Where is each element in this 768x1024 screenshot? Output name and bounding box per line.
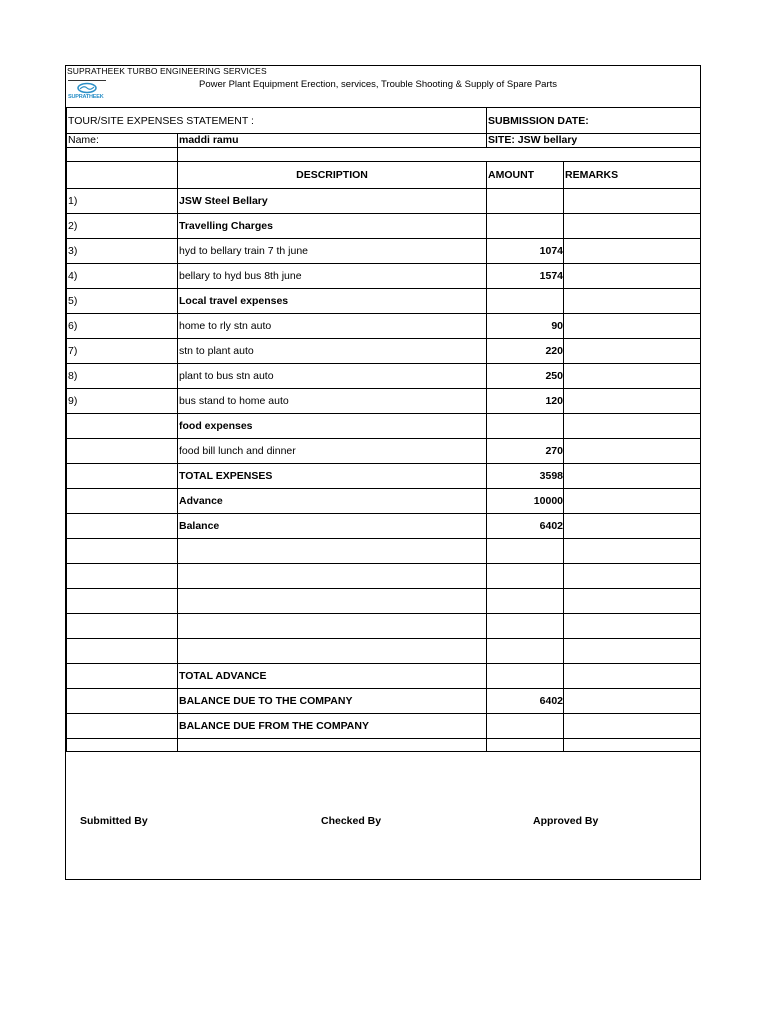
row-description xyxy=(178,539,487,564)
row-number xyxy=(67,589,178,614)
row-remarks xyxy=(564,689,701,714)
expense-statement-sheet xyxy=(65,65,701,880)
row-remarks xyxy=(564,514,701,539)
row-number xyxy=(67,489,178,514)
column-header-row xyxy=(67,162,701,189)
empty-cell xyxy=(67,739,178,752)
row-amount xyxy=(487,189,564,214)
row-number xyxy=(67,664,178,689)
row-amount: 1074 xyxy=(487,239,564,264)
row-amount xyxy=(487,614,564,639)
row-number xyxy=(67,539,178,564)
empty-cell xyxy=(178,148,701,162)
row-number: 6) xyxy=(67,314,178,339)
row-description: Balance xyxy=(178,514,487,539)
column-remarks: REMARKS xyxy=(564,162,701,189)
row-remarks xyxy=(564,639,701,664)
row-amount xyxy=(487,589,564,614)
row-number: 2) xyxy=(67,214,178,239)
row-remarks xyxy=(564,264,701,289)
row-remarks xyxy=(564,464,701,489)
table-row xyxy=(67,414,701,439)
table-row xyxy=(67,564,701,589)
table-row xyxy=(67,439,701,464)
empty-cell xyxy=(564,739,701,752)
row-remarks xyxy=(564,589,701,614)
row-description: Travelling Charges xyxy=(178,214,487,239)
row-amount: 270 xyxy=(487,439,564,464)
row-number: 7) xyxy=(67,339,178,364)
table-row xyxy=(67,714,701,739)
table-row xyxy=(67,614,701,639)
logo-text: SUPRATHEEK xyxy=(68,94,104,100)
table-row xyxy=(67,739,701,752)
checked-by-label: Checked By xyxy=(321,815,382,827)
company-tagline: Power Plant Equipment Erection, services, Trouble Shooting & Supply of Spare Parts xyxy=(199,79,558,90)
column-amount: AMOUNT xyxy=(487,162,564,189)
submitted-by-label: Submitted By xyxy=(80,815,148,827)
row-description: plant to bus stn auto xyxy=(178,364,487,389)
company-logo xyxy=(68,80,104,104)
name-value: maddi ramu xyxy=(178,134,487,148)
row-number xyxy=(67,714,178,739)
row-amount xyxy=(487,214,564,239)
site-label: SITE: JSW bellary xyxy=(487,134,701,148)
row-remarks xyxy=(564,314,701,339)
row-description: food bill lunch and dinner xyxy=(178,439,487,464)
table-row xyxy=(67,364,701,389)
row-remarks xyxy=(564,614,701,639)
name-row xyxy=(67,134,701,148)
row-remarks xyxy=(564,564,701,589)
row-remarks xyxy=(564,364,701,389)
row-amount: 6402 xyxy=(487,689,564,714)
table-row xyxy=(67,464,701,489)
row-description: home to rly stn auto xyxy=(178,314,487,339)
row-description xyxy=(178,589,487,614)
row-description: food expenses xyxy=(178,414,487,439)
row-number xyxy=(67,564,178,589)
spacer-row xyxy=(67,148,701,162)
row-amount: 90 xyxy=(487,314,564,339)
approved-by-label: Approved By xyxy=(533,815,599,827)
row-amount xyxy=(487,539,564,564)
row-number xyxy=(67,464,178,489)
table-row xyxy=(67,489,701,514)
row-description: BALANCE DUE FROM THE COMPANY xyxy=(178,714,487,739)
row-amount xyxy=(487,414,564,439)
row-amount: 1574 xyxy=(487,264,564,289)
row-remarks xyxy=(564,214,701,239)
row-description xyxy=(178,614,487,639)
expense-table xyxy=(66,107,701,752)
row-amount: 3598 xyxy=(487,464,564,489)
row-amount: 250 xyxy=(487,364,564,389)
row-number: 4) xyxy=(67,264,178,289)
company-name: SUPRATHEEK TURBO ENGINEERING SERVICES xyxy=(67,66,267,76)
row-description: JSW Steel Bellary xyxy=(178,189,487,214)
row-number xyxy=(67,614,178,639)
row-remarks xyxy=(564,189,701,214)
row-amount: 220 xyxy=(487,339,564,364)
row-remarks xyxy=(564,539,701,564)
table-row xyxy=(67,514,701,539)
row-description: bellary to hyd bus 8th june xyxy=(178,264,487,289)
row-number xyxy=(67,689,178,714)
row-number xyxy=(67,639,178,664)
row-description: hyd to bellary train 7 th june xyxy=(178,239,487,264)
row-description: BALANCE DUE TO THE COMPANY xyxy=(178,689,487,714)
row-remarks xyxy=(564,239,701,264)
table-row xyxy=(67,189,701,214)
letterhead xyxy=(66,66,700,108)
row-description: stn to plant auto xyxy=(178,339,487,364)
name-label: Name: xyxy=(67,134,178,148)
row-number: 5) xyxy=(67,289,178,314)
row-description xyxy=(178,639,487,664)
table-row xyxy=(67,589,701,614)
row-number xyxy=(67,514,178,539)
row-amount xyxy=(487,289,564,314)
table-row xyxy=(67,239,701,264)
submission-date-label: SUBMISSION DATE: xyxy=(487,108,701,134)
row-amount xyxy=(487,664,564,689)
row-remarks xyxy=(564,289,701,314)
empty-cell xyxy=(487,739,564,752)
row-number xyxy=(67,414,178,439)
table-row xyxy=(67,389,701,414)
row-number: 9) xyxy=(67,389,178,414)
row-number xyxy=(67,439,178,464)
table-row xyxy=(67,539,701,564)
table-row xyxy=(67,314,701,339)
row-remarks xyxy=(564,414,701,439)
row-remarks xyxy=(564,389,701,414)
row-description: TOTAL ADVANCE xyxy=(178,664,487,689)
row-remarks xyxy=(564,339,701,364)
row-amount xyxy=(487,639,564,664)
row-amount: 120 xyxy=(487,389,564,414)
row-remarks xyxy=(564,489,701,514)
table-row xyxy=(67,664,701,689)
empty-cell xyxy=(178,739,487,752)
column-description: DESCRIPTION xyxy=(178,162,487,189)
row-remarks xyxy=(564,714,701,739)
row-remarks xyxy=(564,664,701,689)
row-amount: 6402 xyxy=(487,514,564,539)
row-number: 1) xyxy=(67,189,178,214)
row-number: 3) xyxy=(67,239,178,264)
empty-cell xyxy=(67,162,178,189)
row-description: Local travel expenses xyxy=(178,289,487,314)
row-remarks xyxy=(564,439,701,464)
row-description: TOTAL EXPENSES xyxy=(178,464,487,489)
statement-label: TOUR/SITE EXPENSES STATEMENT : xyxy=(67,108,487,134)
logo-wave-icon xyxy=(76,82,98,94)
table-row xyxy=(67,264,701,289)
row-description xyxy=(178,564,487,589)
row-amount xyxy=(487,564,564,589)
row-number: 8) xyxy=(67,364,178,389)
table-row xyxy=(67,339,701,364)
statement-row xyxy=(67,108,701,134)
row-amount: 10000 xyxy=(487,489,564,514)
table-row xyxy=(67,289,701,314)
row-description: bus stand to home auto xyxy=(178,389,487,414)
table-row xyxy=(67,639,701,664)
empty-cell xyxy=(67,148,178,162)
row-description: Advance xyxy=(178,489,487,514)
table-row xyxy=(67,214,701,239)
table-row xyxy=(67,689,701,714)
row-amount xyxy=(487,714,564,739)
logo-rule xyxy=(68,80,106,81)
